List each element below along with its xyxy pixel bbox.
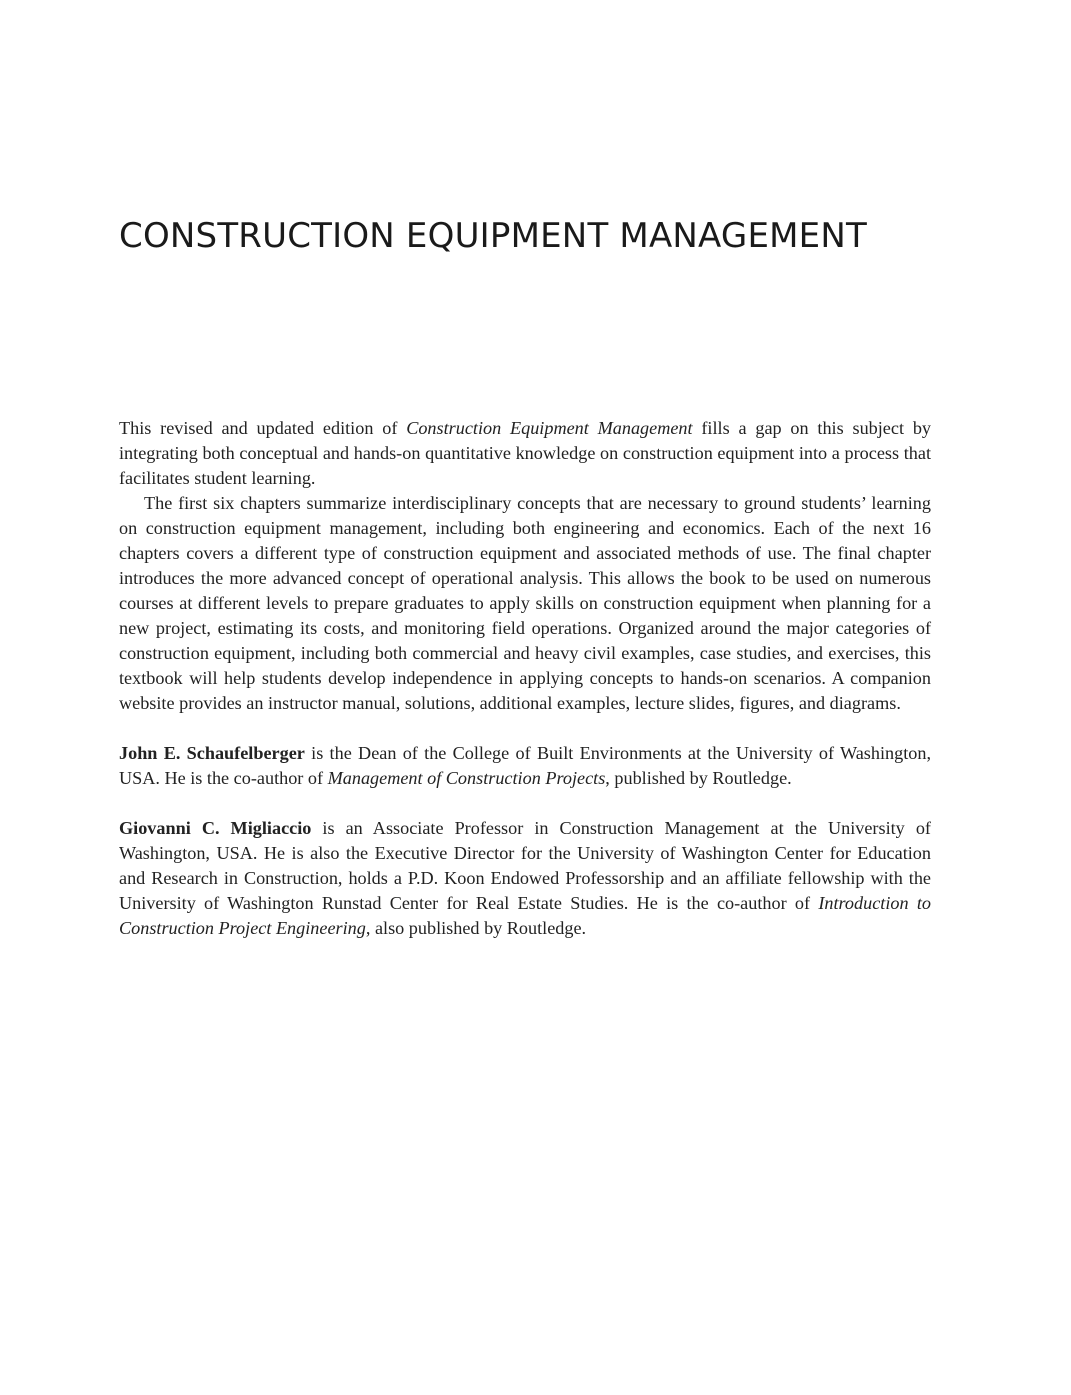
author-bio-1 bbox=[119, 741, 931, 791]
author-2-name: Giovanni C. Migliaccio bbox=[119, 818, 312, 838]
author-2-text-after: , also published by Routledge. bbox=[365, 918, 587, 938]
author-1-text-before: is the Dean of the College of Built Environments at the University of Washington, USA. He is the co-author of bbox=[119, 743, 931, 788]
description-paragraph-1 bbox=[119, 416, 931, 491]
description-paragraph-2: The first six chapters summarize interdisciplinary concepts that are necessary to ground students’ learning on construction equipment management, including both engineering and economics. Each of the next 16 chapters covers a different type of construction equipment and associated methods of use. The final chapter introduces the more advanced concept of operational analysis. This allows the book to be used on numerous courses at different levels to prepare graduates to apply skills on construction equipment when planning for a new project, estimating its costs, and monitoring field operations. Organized around the major categories of construction equipment, including both commercial and heavy civil examples, case studies, and exercises, this textbook will help students develop independence in applying concepts to hands-on scenarios. A companion website provides an instructor manual, solutions, additional examples, lecture slides, figures, and diagrams. bbox=[119, 493, 931, 713]
page-title: CONSTRUCTION EQUIPMENT MANAGEMENT bbox=[119, 216, 867, 256]
p1-book-title: Construction Equipment Management bbox=[406, 418, 693, 438]
author-2-book-title: Introduction to Construction Project Engineering bbox=[119, 893, 931, 938]
author-1-text-after: , published by Routledge. bbox=[605, 768, 792, 788]
book-description bbox=[119, 416, 931, 941]
author-2-text-before: is an Associate Professor in Construction Management at the University of Washington, USA. He is also the Executive Director for the University of Washington Center for Education and Research in Construction, holds a P.D. Koon Endowed Professorship and an affiliate fellowship with the University of Washington Runstad Center for Real Estate Studies. He is the co-author of bbox=[119, 818, 931, 913]
p1-text-before: This revised and updated edition of bbox=[119, 418, 407, 438]
author-1-name: John E. Schaufelberger bbox=[119, 743, 305, 763]
p1-text-after: fills a gap on this subject by integrating both conceptual and hands-on quantitative knowledge on construction equipment into a process that facilitates student learning. bbox=[119, 418, 932, 488]
author-1-book-title: Management of Construction Projects bbox=[327, 768, 606, 788]
author-bio-2 bbox=[119, 816, 931, 941]
